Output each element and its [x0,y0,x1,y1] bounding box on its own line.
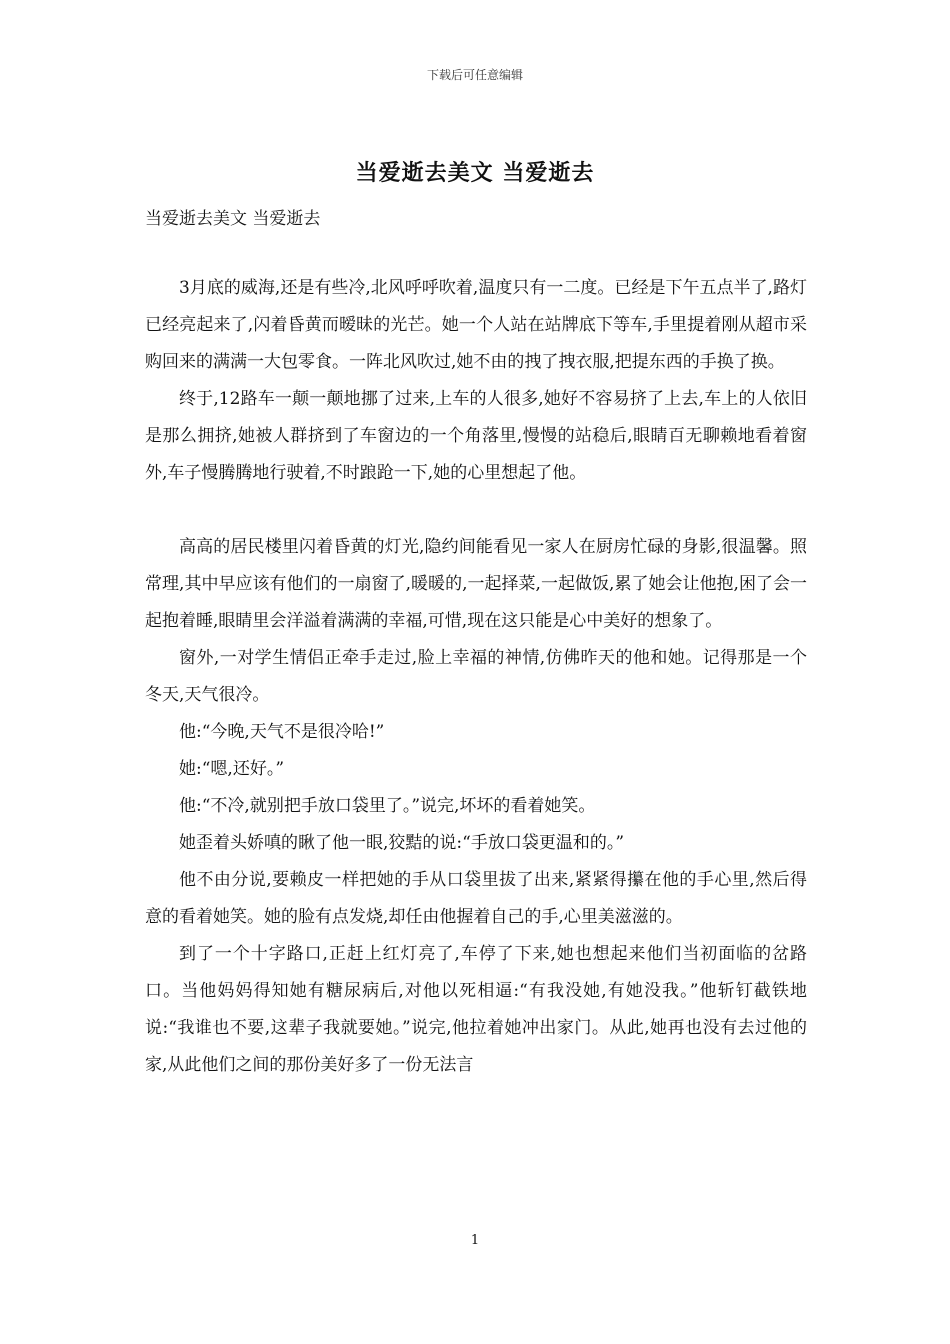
paragraph: 他:“不冷,就别把手放口袋里了。”说完,坏坏的看着她笑。 [179,796,596,816]
paragraph: 她歪着头娇嗔的瞅了他一眼,狡黠的说:“手放口袋更温和的。” [179,833,625,853]
paragraph: 到了一个十字路口,正赶上红灯亮了,车停了下来,她也想起来他们当初面临的岔路口。当他妈妈得知她有糖尿病后,对他以死相逼:“有我没她,有她没我。”他斩钉截铁地说:“我谁也不要,这辈子我就要她。”说完,他拉着她冲出家门。从此,她再也没有去过他的家,从此他们之间的那份美好多了一份无法言 [145,944,807,1075]
paragraph: 他不由分说,要赖皮一样把她的手从口袋里拔了出来,紧紧得攥在他的手心里,然后得意的看着她笑。她的脸有点发烧,却任由他握着自己的手,心里美滋滋的。 [145,870,807,927]
document-title: 当爱逝去美文 当爱逝去 [355,160,595,186]
page-header-note: 下载后可任意编辑 [426,68,523,82]
paragraph: 窗外,一对学生情侣正牵手走过,脸上幸福的神情,仿佛昨天的他和她。记得那是一个冬天,天气很冷。 [145,648,807,705]
document-body [145,270,807,1084]
document-subtitle: 当爱逝去美文 当爱逝去 [145,209,321,229]
paragraph: 3月底的威海,还是有些冷,北风呼呼吹着,温度只有一二度。已经是下午五点半了,路灯已经亮起来了,闪着昏黄而暧昧的光芒。她一个人站在站牌底下等车,手里提着刚从超市采购回来的满满一大包零食。一阵北风吹过,她不由的拽了拽衣服,把提东西的手换了换。 [145,278,807,372]
paragraph: 高高的居民楼里闪着昏黄的灯光,隐约间能看见一家人在厨房忙碌的身影,很温馨。照常理,其中早应该有他们的一扇窗了,暖暖的,一起择菜,一起做饭,累了她会让他抱,困了会一起抱着睡,眼睛里会洋溢着满满的幸福,可惜,现在这只能是心中美好的想象了。 [145,537,807,631]
paragraph: 终于,12路车一颠一颠地挪了过来,上车的人很多,她好不容易挤了上去,车上的人依旧是那么拥挤,她被人群挤到了车窗边的一个角落里,慢慢的站稳后,眼睛百无聊赖地看着窗外,车子慢腾腾地行驶着,不时踉跄一下,她的心里想起了他。 [145,389,807,483]
page-number: 1 [470,1233,480,1248]
paragraph: 他:“今晚,天气不是很冷哈!” [179,722,385,742]
paragraph: 她:“嗯,还好。” [179,759,285,779]
